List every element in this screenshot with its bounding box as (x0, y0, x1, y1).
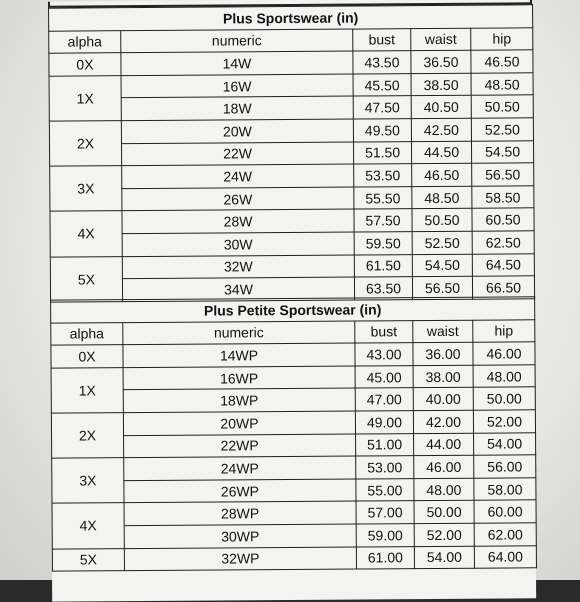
alpha-size-cell: 0X (51, 345, 123, 368)
waist-cell: 40.50 (411, 96, 471, 119)
bust-cell: 55.00 (356, 478, 414, 501)
numeric-size-cell: 16W (121, 74, 353, 98)
plus-petite-sportswear-table (50, 296, 537, 572)
size-row (51, 365, 535, 391)
alpha-size-cell: 3X (52, 458, 124, 504)
waist-cell: 50.00 (414, 501, 474, 524)
hip-cell: 64.50 (472, 253, 534, 276)
hip-cell: 48.00 (473, 365, 535, 388)
waist-cell: 42.50 (411, 118, 471, 141)
size-row (50, 186, 534, 212)
waist-cell: 36.00 (413, 342, 473, 365)
size-row (52, 432, 536, 458)
size-row (52, 478, 536, 504)
numeric-size-cell: 20WP (123, 411, 355, 435)
hip-cell: 52.00 (473, 410, 535, 433)
hip-cell: 56.50 (472, 163, 534, 186)
bust-cell: 59.50 (354, 232, 412, 255)
waist-cell: 56.50 (412, 276, 472, 299)
hip-cell: 58.50 (472, 186, 534, 209)
numeric-size-cell: 32W (122, 255, 354, 279)
size-chart-sheet (48, 0, 536, 602)
bust-cell: 51.50 (353, 141, 411, 164)
numeric-size-cell: 20W (121, 119, 353, 143)
section-title-row (51, 297, 535, 323)
column-header-bust: bust (355, 320, 413, 343)
size-row (50, 208, 534, 234)
waist-cell: 38.50 (411, 73, 471, 96)
waist-cell: 44.50 (411, 141, 471, 164)
alpha-size-cell: 4X (50, 211, 122, 257)
hip-cell: 56.00 (474, 455, 536, 478)
bust-cell: 61.50 (354, 254, 412, 277)
size-row (49, 140, 533, 166)
bust-cell: 49.00 (355, 411, 413, 434)
column-header-numeric: numeric (121, 29, 353, 53)
hip-cell: 54.00 (474, 432, 536, 455)
waist-cell: 52.50 (412, 231, 472, 254)
size-row (52, 500, 536, 526)
size-row (49, 118, 533, 144)
size-row (52, 523, 536, 549)
numeric-size-cell: 34W (122, 277, 354, 301)
numeric-size-cell: 18W (121, 96, 353, 120)
hip-cell: 46.50 (471, 50, 533, 73)
numeric-size-cell: 14W (121, 51, 353, 75)
size-row (52, 455, 536, 481)
alpha-size-cell: 1X (49, 75, 121, 121)
waist-cell: 54.50 (412, 254, 472, 277)
numeric-size-cell: 30W (122, 232, 354, 256)
alpha-size-cell: 3X (50, 166, 122, 212)
bust-cell: 51.00 (356, 433, 414, 456)
size-row (52, 545, 536, 571)
numeric-size-cell: 14WP (123, 343, 355, 367)
bust-cell: 61.00 (356, 546, 414, 569)
hip-cell: 54.50 (471, 140, 533, 163)
numeric-size-cell: 32WP (124, 547, 356, 571)
column-header-hip: hip (471, 27, 533, 50)
bust-cell: 53.50 (354, 164, 412, 187)
waist-cell: 44.00 (414, 433, 474, 456)
alpha-size-cell: 5X (52, 548, 124, 571)
numeric-size-cell: 22W (121, 142, 353, 166)
plus-sportswear-table (48, 4, 535, 302)
bust-cell: 43.50 (353, 51, 411, 74)
bust-cell: 47.00 (355, 388, 413, 411)
numeric-size-cell: 26WP (124, 479, 356, 503)
column-header-alpha: alpha (51, 322, 123, 345)
bust-cell: 45.00 (355, 365, 413, 388)
hip-cell: 46.00 (473, 342, 535, 365)
column-header-waist: waist (411, 28, 471, 51)
hip-cell: 60.50 (472, 208, 534, 231)
column-header-hip: hip (473, 319, 535, 342)
numeric-size-cell: 18WP (123, 388, 355, 412)
size-row (51, 342, 535, 368)
bust-cell: 63.50 (354, 277, 412, 300)
size-row (49, 95, 533, 121)
bust-cell: 43.00 (355, 343, 413, 366)
bust-cell: 45.50 (353, 73, 411, 96)
hip-cell: 50.00 (473, 387, 535, 410)
numeric-size-cell: 28WP (124, 501, 356, 525)
bust-cell: 59.00 (356, 524, 414, 547)
waist-cell: 42.00 (413, 410, 473, 433)
hip-cell: 50.50 (471, 95, 533, 118)
column-header-row (49, 27, 533, 53)
waist-cell: 46.00 (414, 455, 474, 478)
hip-cell: 62.00 (474, 523, 536, 546)
size-row (51, 387, 535, 413)
waist-cell: 50.50 (412, 209, 472, 232)
section-title-row (49, 5, 533, 31)
hip-cell: 60.00 (474, 500, 536, 523)
size-row (50, 231, 534, 257)
section-title: Plus Petite Sportswear (in) (51, 297, 535, 323)
numeric-size-cell: 24WP (124, 456, 356, 480)
numeric-size-cell: 30WP (124, 524, 356, 548)
hip-cell: 58.00 (474, 478, 536, 501)
numeric-size-cell: 24W (122, 164, 354, 188)
size-row (50, 163, 534, 189)
bust-cell: 47.50 (353, 96, 411, 119)
column-header-alpha: alpha (49, 30, 121, 53)
alpha-size-cell: 5X (50, 256, 122, 302)
bust-cell: 57.00 (356, 501, 414, 524)
waist-cell: 52.00 (414, 523, 474, 546)
bust-cell: 57.50 (354, 209, 412, 232)
hip-cell: 64.00 (474, 545, 536, 568)
waist-cell: 54.00 (414, 546, 474, 569)
hip-cell: 62.50 (472, 231, 534, 254)
numeric-size-cell: 22WP (124, 434, 356, 458)
waist-cell: 48.00 (414, 478, 474, 501)
size-row (51, 410, 535, 436)
column-header-waist: waist (413, 320, 473, 343)
section-title: Plus Sportswear (in) (49, 5, 533, 31)
waist-cell: 40.00 (413, 388, 473, 411)
hip-cell: 48.50 (471, 73, 533, 96)
bust-cell: 49.50 (353, 119, 411, 142)
size-row (50, 253, 534, 279)
bust-cell: 53.00 (356, 456, 414, 479)
alpha-size-cell: 2X (49, 121, 121, 167)
numeric-size-cell: 26W (122, 187, 354, 211)
column-header-numeric: numeric (123, 321, 355, 345)
size-row (49, 73, 533, 99)
waist-cell: 38.00 (413, 365, 473, 388)
size-row (49, 50, 533, 76)
numeric-size-cell: 28W (122, 209, 354, 233)
waist-cell: 48.50 (412, 186, 472, 209)
alpha-size-cell: 2X (51, 413, 123, 459)
alpha-size-cell: 4X (52, 503, 124, 549)
bust-cell: 55.50 (354, 186, 412, 209)
column-header-bust: bust (353, 28, 411, 51)
alpha-size-cell: 0X (49, 53, 121, 76)
hip-cell: 52.50 (471, 118, 533, 141)
hip-cell: 66.50 (472, 276, 534, 299)
alpha-size-cell: 1X (51, 367, 123, 413)
numeric-size-cell: 16WP (123, 366, 355, 390)
waist-cell: 36.50 (411, 50, 471, 73)
column-header-row (51, 319, 535, 345)
waist-cell: 46.50 (412, 163, 472, 186)
